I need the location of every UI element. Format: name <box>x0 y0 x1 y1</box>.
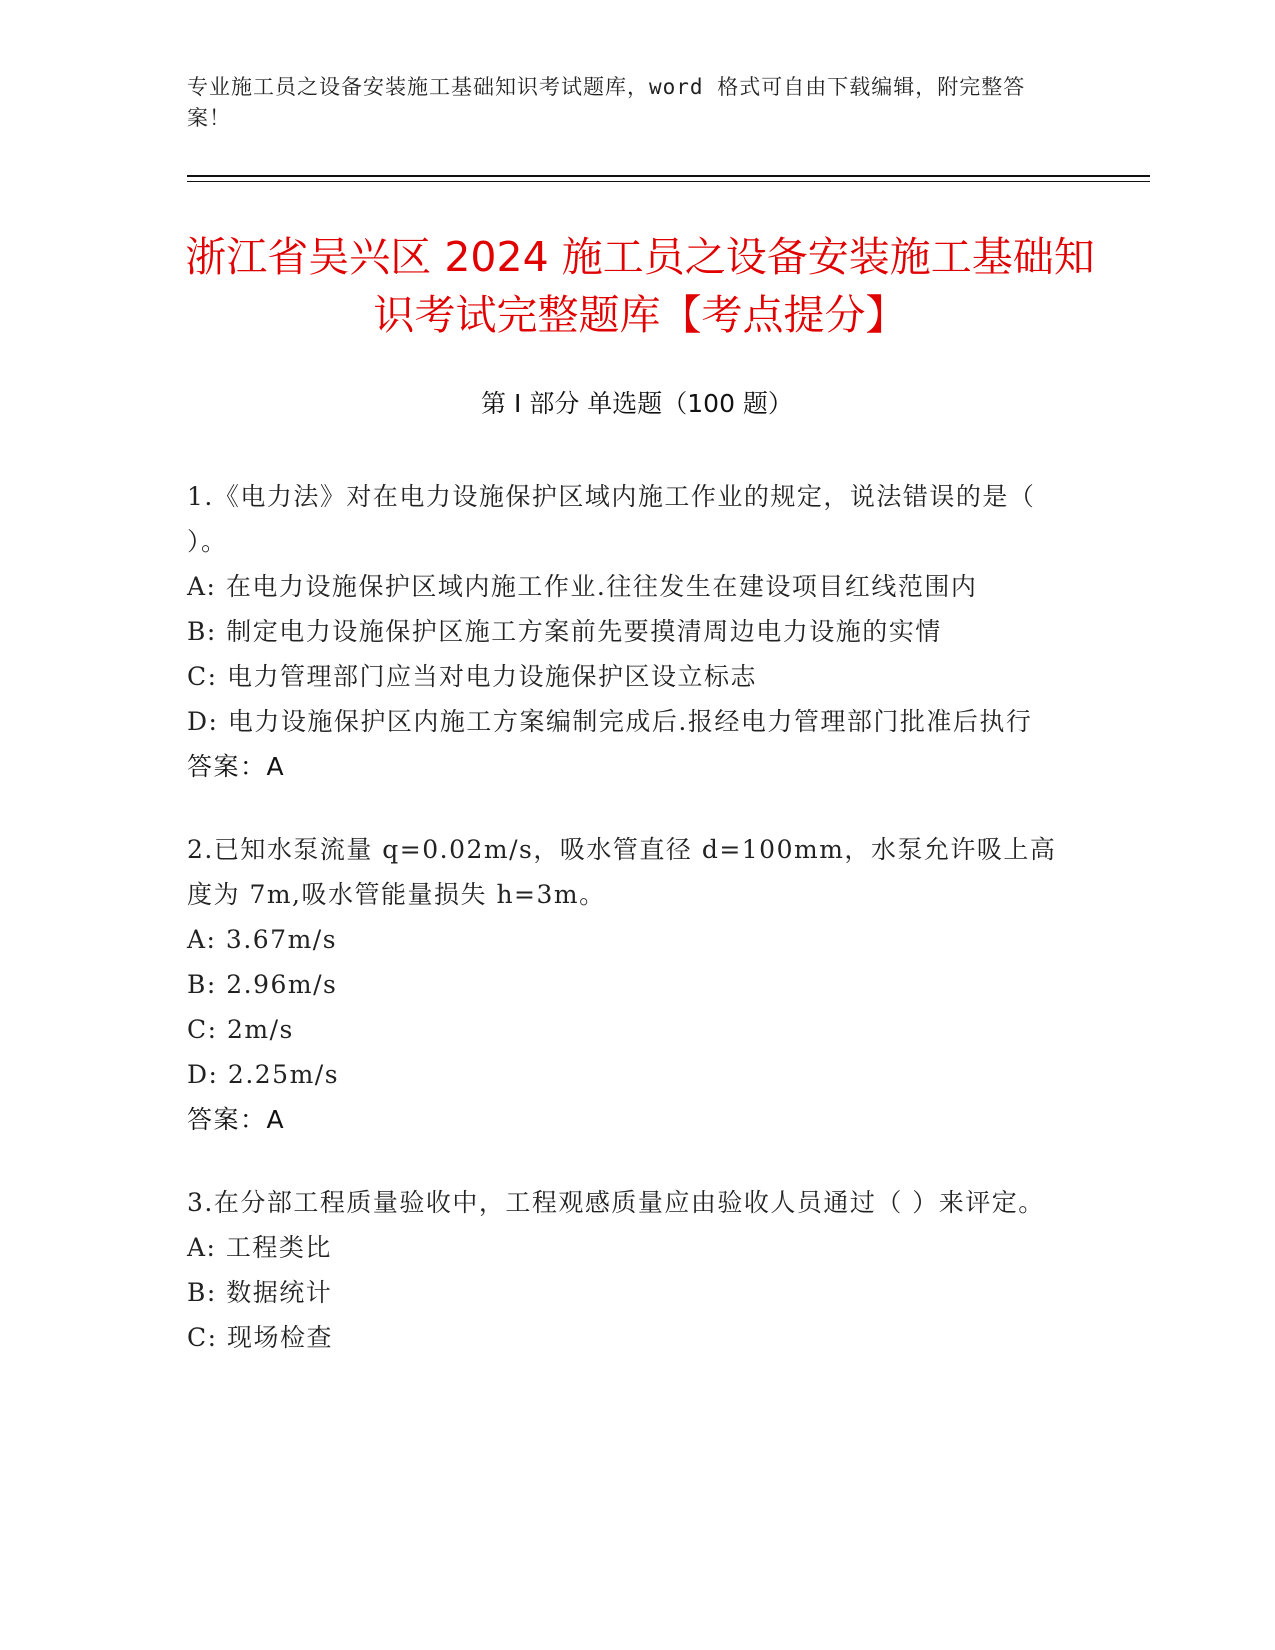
option-b: B: 数据统计 <box>187 1278 333 1307</box>
question-stem: 1.《电力法》对在电力设施保护区域内施工作业的规定，说法错误的是（ ）。 <box>187 482 1036 556</box>
question-stem: 3.在分部工程质量验收中，工程观感质量应由验收人员通过（ ）来评定。 <box>187 1188 1045 1217</box>
question-3 <box>187 1180 1067 1360</box>
option-c: C: 电力管理部门应当对电力设施保护区设立标志 <box>187 662 757 691</box>
question-stem: 2.已知水泵流量 q=0.02m/s，吸水管直径 d=100mm，水泵允许吸上高度为 7m,吸水管能量损失 h=3m。 <box>187 835 1057 909</box>
question-1 <box>187 474 1067 789</box>
option-c: C: 2m/s <box>187 1015 294 1044</box>
question-2 <box>187 827 1067 1142</box>
option-c: C: 现场检查 <box>187 1323 333 1352</box>
answer-label: 答案：A <box>187 752 286 781</box>
header-rule-thick <box>187 175 1150 177</box>
option-a: A: 工程类比 <box>187 1233 332 1262</box>
option-b: B: 制定电力设施保护区施工方案前先要摸清周边电力设施的实情 <box>187 617 942 646</box>
answer-label: 答案：A <box>187 1105 286 1134</box>
document-title: 浙江省吴兴区 2024 施工员之设备安装施工基础知识考试完整题库【考点提分】 <box>185 233 1095 339</box>
option-b: B: 2.96m/s <box>187 970 338 999</box>
option-a: A: 在电力设施保护区域内施工作业.往往发生在建设项目红线范围内 <box>187 572 978 601</box>
option-d: D: 2.25m/s <box>187 1060 340 1089</box>
header-rule-thin <box>187 181 1150 182</box>
header-note: 专业施工员之设备安装施工基础知识考试题库，word 格式可自由下载编辑，附完整答案！ <box>187 75 1026 130</box>
question-list <box>187 474 1067 1398</box>
option-a: A: 3.67m/s <box>187 925 338 954</box>
option-d: D: 电力设施保护区内施工方案编制完成后.报经电力管理部门批准后执行 <box>187 707 1033 736</box>
section-title: 第 I 部分 单选题（100 题） <box>481 389 793 418</box>
